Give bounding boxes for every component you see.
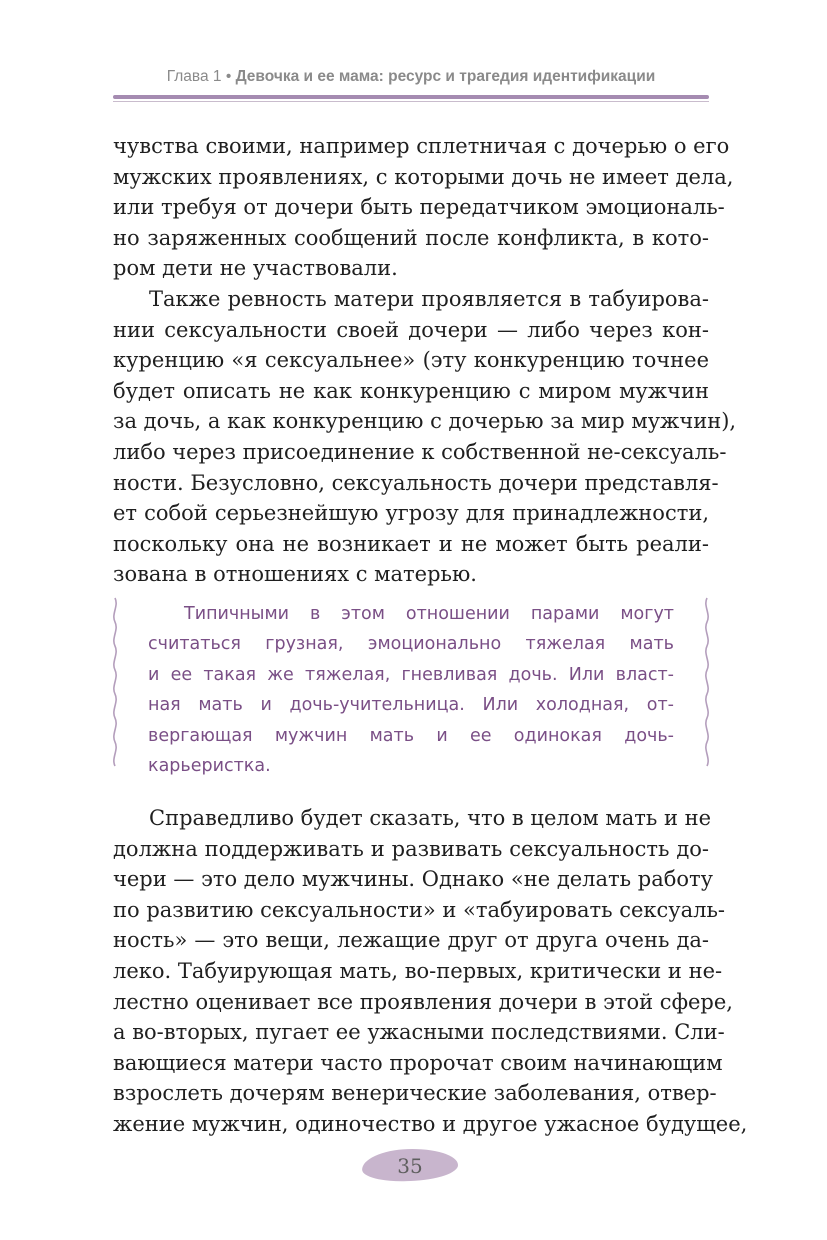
callout-line: и ее такая же тяжелая, гневливая дочь. Или власт- [148, 664, 674, 685]
text-line: Справедливо будет сказать, что в целом мать и не [149, 806, 712, 830]
callout-box [110, 596, 712, 776]
running-head [113, 68, 709, 86]
callout-line: вергающая мужчин мать и ее одинокая дочь- [148, 725, 674, 746]
squiggle-border-left [110, 596, 120, 768]
text-line: ности. Безусловно, сексуальность дочери представля- [113, 470, 719, 495]
chapter-title: Девочка и ее мама: ресурс и трагедия идентификации [235, 68, 656, 85]
text-line: а во-вторых, пугает ее ужасными последствиями. Сли- [113, 1020, 725, 1045]
callout-line: Типичными в этом отношении парами могут [184, 604, 674, 624]
text-line: или требуя от дочери быть передатчиком эмоциональ- [113, 195, 725, 220]
paragraph-3 [113, 803, 748, 1140]
page-number: 35 [397, 1154, 423, 1178]
text-line: нии сексуальности своей дочери — либо через кон- [113, 317, 709, 342]
header-divider [113, 95, 709, 99]
text-line: взрослеть дочерям венерические заболевания, отвер- [113, 1081, 717, 1106]
header-divider-thin [113, 101, 709, 102]
text-line: куренцию «я сексуальнее» (эту конкуренцию точнее [113, 348, 709, 373]
squiggle-border-right [702, 596, 712, 768]
text-line: лестно оценивает все проявления дочери в этой сфере, [113, 989, 733, 1014]
text-line: чувства своими, например сплетничая с дочерью о его [113, 134, 730, 158]
text-line: за дочь, а как конкуренцию с дочерью за мир мужчин), [113, 409, 737, 434]
text-line: ром дети не участвовали. [113, 256, 398, 281]
text-line: но заряженных сообщений после конфликта, в кото- [113, 225, 709, 250]
text-line: чери — это дело мужчины. Однако «не делать работу [113, 867, 713, 892]
text-line: должна поддерживать и развивать сексуальность до- [113, 836, 709, 861]
text-line: ет собой серьезнейшую угрозу для принадлежности, [113, 501, 709, 526]
header-separator: • [225, 68, 232, 85]
text-line: ность» — это вещи, лежащие друг от друга очень да- [113, 928, 709, 953]
callout-text [148, 599, 674, 781]
text-line: леко. Табуирующая мать, во-первых, критически и не- [113, 958, 723, 983]
text-line: зована в отношениях с матерью. [113, 562, 477, 587]
text-line: мужских проявлениях, с которыми дочь не имеет дела, [113, 164, 734, 189]
callout-line: ная мать и дочь-учительница. Или холодная, от- [148, 695, 674, 716]
text-line: по развитию сексуальности» и «табуировать сексуаль- [113, 897, 726, 922]
text-line: либо через присоединение к собственной не-сексуаль- [113, 439, 727, 464]
text-line: будет описать не как конкуренцию с миром мужчин [113, 378, 709, 403]
text-line: вающиеся матери часто пророчат своим начинающим [113, 1050, 723, 1075]
text-line: поскольку она не возникает и не может быть реали- [113, 531, 709, 556]
text-line: Также ревность матери проявляется в табуирова- [149, 287, 709, 311]
callout-line: карьеристка. [148, 755, 271, 776]
text-line: жение мужчин, одиночество и другое ужасное будущее, [113, 1111, 748, 1136]
chapter-label: Глава 1 [166, 68, 222, 85]
paragraph-1 [113, 131, 734, 284]
callout-line: считаться грузная, эмоционально тяжелая мать [148, 634, 674, 655]
paragraph-2 [113, 284, 737, 590]
